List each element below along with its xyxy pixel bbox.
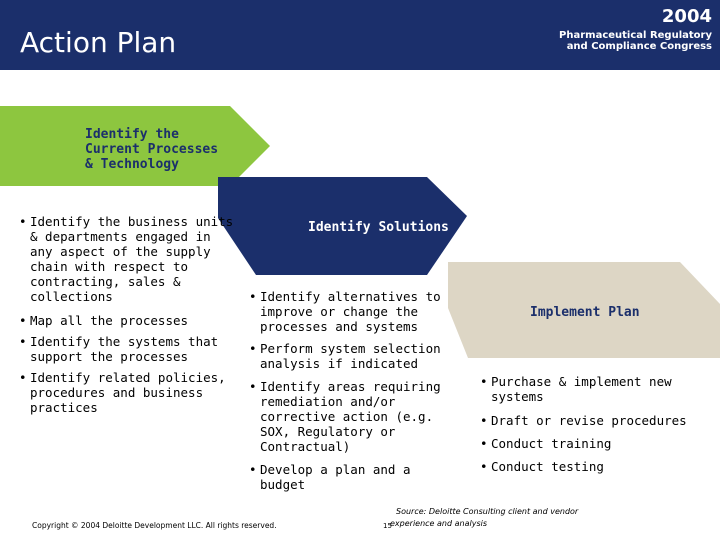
step-3-label — [530, 305, 640, 320]
bullet-item — [479, 436, 709, 451]
step-1-label-line: & Technology — [85, 157, 179, 172]
step-3-bullets — [479, 374, 709, 474]
bullet-line: • Identify related policies, — [30, 370, 226, 385]
step-3-label-line: Implement Plan — [530, 305, 640, 320]
bullet-line: any aspect of the supply — [30, 244, 211, 259]
bullet-line: processes and systems — [260, 319, 419, 334]
source-line-1: Source: Deloitte Consulting client and vendor — [396, 507, 579, 516]
bullet-item — [479, 459, 709, 474]
step-1-label-line: Current Processes — [85, 142, 219, 157]
congress-name-line-1: Pharmaceutical Regulatory — [559, 30, 712, 41]
bullet-line: practices — [30, 400, 98, 415]
source-line-2: experience and analysis — [390, 519, 488, 528]
bullet-line: corrective action (e.g. — [260, 409, 434, 424]
bullet-line: support the processes — [30, 349, 189, 364]
page-number: 15 — [383, 522, 392, 530]
bullet-item — [248, 379, 448, 454]
bullet-line: Contractual) — [260, 439, 351, 454]
bullet-item — [248, 289, 448, 334]
step-2-label — [308, 220, 449, 235]
bullet-line: remediation and/or — [260, 394, 396, 409]
bullet-item — [18, 370, 243, 415]
bullet-line: • Identify alternatives to — [260, 289, 441, 304]
bullet-line: analysis if indicated — [260, 356, 419, 371]
bullet-line: budget — [260, 477, 306, 492]
source-note — [390, 506, 650, 530]
bullet-line: • Conduct training — [491, 436, 612, 451]
bullet-item — [18, 334, 243, 364]
step-1-label-line: Identify the — [85, 127, 179, 142]
bullet-line: • Map all the processes — [30, 313, 189, 328]
bullet-line: • Identify areas requiring — [260, 379, 441, 394]
bullet-line: • Purchase & implement new — [491, 374, 672, 389]
bullet-line: chain with respect to — [30, 259, 189, 274]
bullet-item — [18, 313, 243, 328]
bullet-line: procedures and business — [30, 385, 204, 400]
bullet-line: • Identify the systems that — [30, 334, 219, 349]
page-title: Action Plan — [20, 26, 177, 59]
bullet-line: contracting, sales & — [30, 274, 181, 289]
congress-name-line-2: and Compliance Congress — [566, 41, 712, 52]
bullet-item — [248, 462, 448, 492]
copyright-notice: Copyright © 2004 Deloitte Development LLC. All rights reserved. — [32, 521, 277, 530]
bullet-line: & departments engaged in — [30, 229, 211, 244]
bullet-item — [479, 413, 709, 428]
step-1-bullets — [18, 214, 243, 415]
congress-year: 2004 — [661, 6, 712, 27]
bullet-line: SOX, Regulatory or — [260, 424, 396, 439]
bullet-line: • Develop a plan and a — [260, 462, 411, 477]
step-2-bullets — [248, 289, 448, 492]
bullet-line: • Perform system selection — [260, 341, 441, 356]
bullet-line: collections — [30, 289, 113, 304]
bullet-line: systems — [491, 389, 544, 404]
step-2-label-line: Identify Solutions — [308, 220, 449, 235]
bullet-line: • Identify the business units — [30, 214, 234, 229]
bullet-item — [18, 214, 243, 304]
bullet-line: • Conduct testing — [491, 459, 604, 474]
bullet-line: • Draft or revise procedures — [491, 413, 687, 428]
bullet-item — [479, 374, 709, 404]
step-1-label — [85, 127, 218, 172]
bullet-line: improve or change the — [260, 304, 419, 319]
bullet-item — [248, 341, 448, 371]
